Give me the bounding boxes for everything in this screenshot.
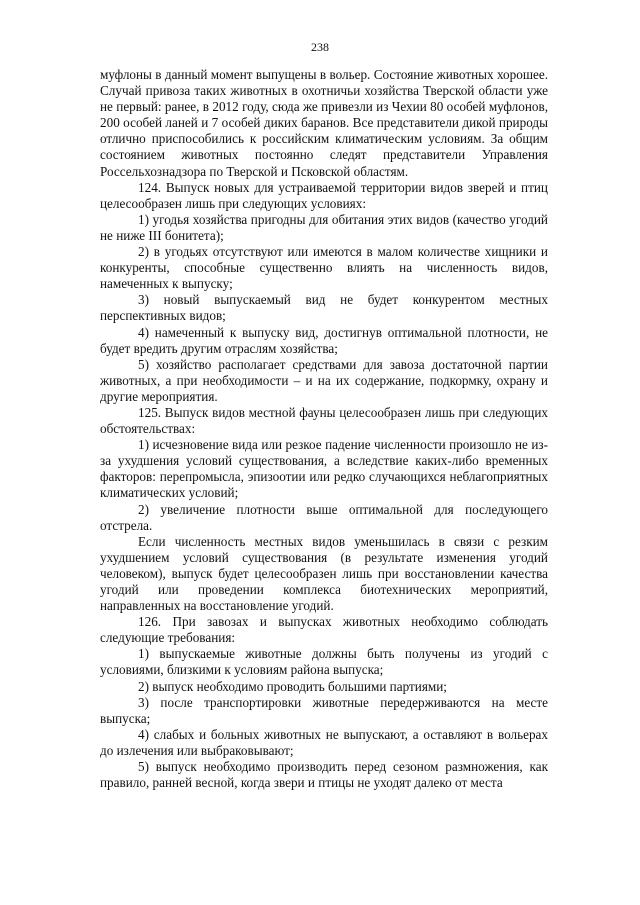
paragraph: 2) выпуск необходимо проводить большими партиями; <box>138 678 447 694</box>
document-body <box>100 67 548 791</box>
paragraph: 4) слабых и больных животных не выпускают, а оставляют в вольерах до излечения или выбраковывают; <box>100 726 548 758</box>
paragraph: 2) в угодьях отсутствуют или имеются в малом количестве хищники и конкуренты, способные существенно влиять на численность видов, намеченных к выпуску; <box>100 244 548 292</box>
paragraph: 1) исчезновение вида или резкое падение численности произошло не из-за ухудшения условий существования, а вследствие каких-либо временных факторов: перепромысла, эпизоотии или редко случающихся неблагоприятных климатических условий; <box>100 437 548 501</box>
page-number: 238 <box>311 40 329 54</box>
paragraph: 5) хозяйство располагает средствами для завоза достаточной партии животных, а при необходимости – и на их содержание, подкормку, охрану и другие мероприятия. <box>100 356 548 404</box>
paragraph: 126. При завозах и выпусках животных необходимо соблюдать следующие требования: <box>100 614 548 646</box>
paragraph: 1) угодья хозяйства пригодны для обитания этих видов (качество угодий не ниже III бонитета); <box>100 211 548 243</box>
paragraph: 3) новый выпускаемый вид не будет конкурентом местных перспективных видов; <box>100 292 548 324</box>
paragraph: 1) выпускаемые животные должны быть получены из угодий с условиями, близкими к условиям района выпуска; <box>100 646 548 678</box>
paragraph: муфлоны в данный момент выпущены в вольер. Состояние животных хорошее. Случай привоза таких животных в охотничьи хозяйства Тверской области уже не первый: ранее, в 2012 году, сюда же привезли из Чехии 80 особей муфлонов, 200 особей ланей и 7 особей диких баранов. Все представители дикой природы отлично приспособились к российским климатическим условиям. За общим состоянием животных постоянно следят представители Управления Россельхознадзора по Тверской и Псковской областям. <box>100 67 548 179</box>
paragraph: Если численность местных видов уменьшилась в связи с резким ухудшением условий существования (в результате изменения угодий человеком), выпуск будет целесообразен лишь при восстановлении качества угодий или проведении комплекса биотехнических мероприятий, направленных на восстановление угодий. <box>100 533 548 614</box>
paragraph: 5) выпуск необходимо производить перед сезоном размножения, как правило, ранней весной, когда звери и птицы не уходят далеко от места <box>100 759 548 791</box>
paragraph: 125. Выпуск видов местной фауны целесообразен лишь при следующих обстоятельствах: <box>100 404 548 437</box>
paragraph: 3) после транспортировки животные передерживаются на месте выпуска; <box>100 694 548 726</box>
paragraph: 4) намеченный к выпуску вид, достигнув оптимальной плотности, не будет вредить другим отраслям хозяйства; <box>100 324 548 356</box>
paragraph: 2) увеличение плотности выше оптимальной для последующего отстрела. <box>100 501 548 533</box>
paragraph: 124. Выпуск новых для устраиваемой территории видов зверей и птиц целесообразен лишь при следующих условиях: <box>100 179 548 211</box>
